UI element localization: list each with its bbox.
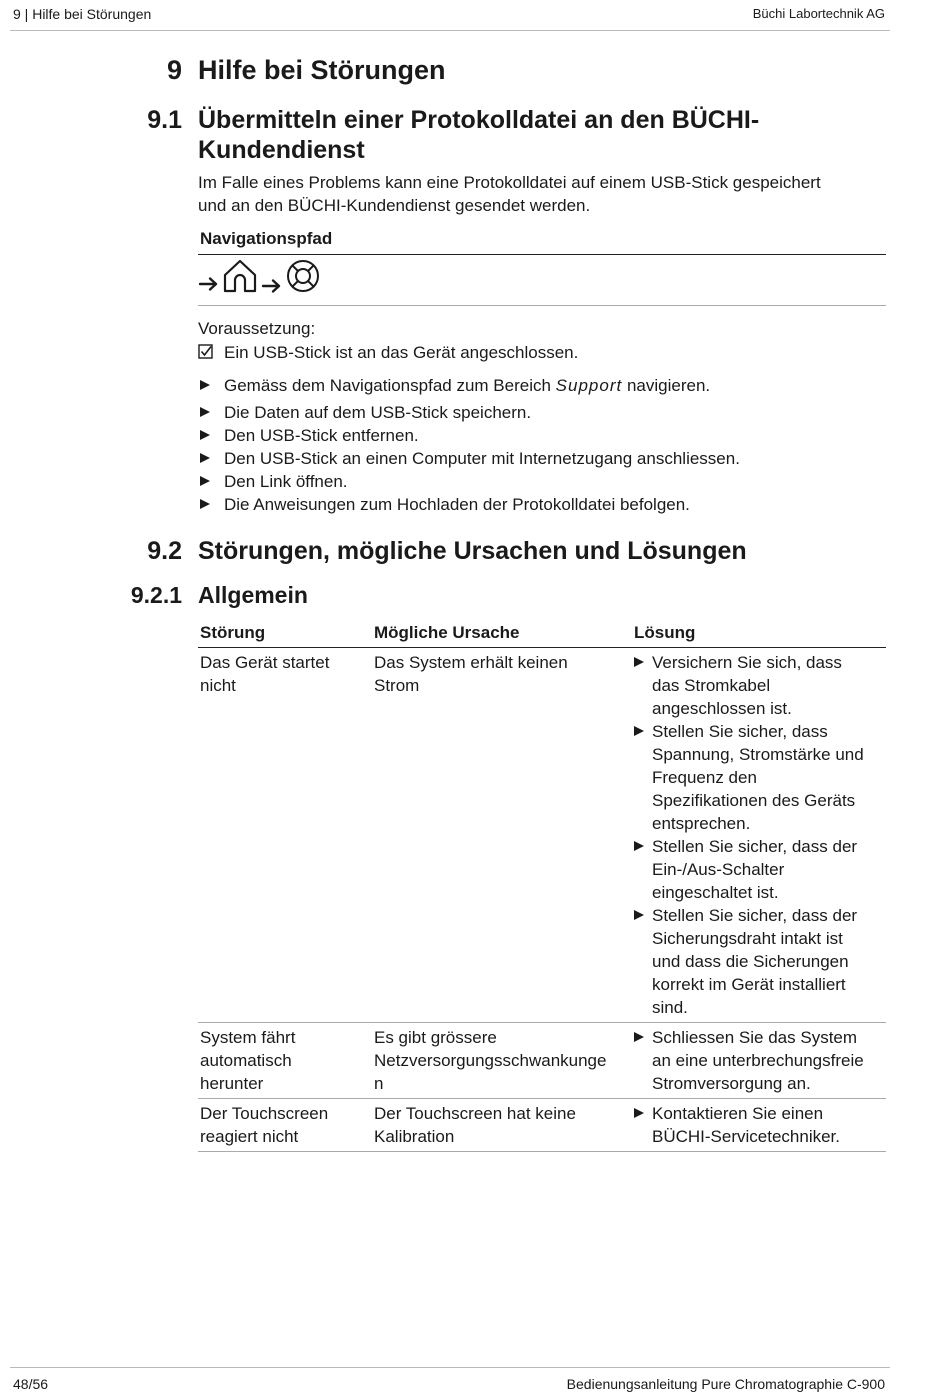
bullet-triangle-icon (634, 657, 644, 667)
prerequisite-text: Ein USB-Stick ist an das Gerät angeschlossen. (224, 343, 579, 362)
cell-line: nicht (200, 676, 236, 695)
section-number: 9.1 (147, 106, 182, 134)
fault-cell (198, 1099, 372, 1152)
page-number: 48/56 (13, 1376, 49, 1392)
cell-line: Frequenz den (652, 768, 757, 787)
troubleshooting-table (198, 619, 886, 1152)
step-text: Die Anweisungen zum Hochladen der Protokolldatei befolgen. (224, 495, 690, 514)
column-header-fault: Störung (198, 619, 372, 648)
solution-item (634, 651, 884, 720)
list-item (198, 424, 740, 447)
bullet-triangle-icon (200, 476, 210, 486)
cell-line: entsprechen. (652, 814, 751, 833)
cell-line: n (374, 1074, 384, 1093)
cell-line: Sicherungsdraht intakt ist (652, 929, 843, 948)
section-number: 9.2 (147, 537, 182, 565)
chapter-title: Hilfe bei Störungen (198, 55, 446, 85)
header-company: Büchi Labortechnik AG (752, 6, 885, 21)
bullet-triangle-icon (634, 726, 644, 736)
cell-line: Spezifikationen des Geräts (652, 791, 856, 810)
bullet-triangle-icon (200, 380, 210, 390)
cell-line: Stellen Sie sicher, dass der (652, 837, 858, 856)
subsection-number: 9.2.1 (130, 582, 182, 608)
arrow-right-icon (198, 276, 220, 292)
solution-item (634, 835, 884, 904)
divider (198, 305, 886, 306)
bullet-triangle-icon (634, 1108, 644, 1118)
solution-cell (632, 1099, 886, 1152)
cell-line: Stellen Sie sicher, dass (652, 722, 828, 741)
cell-line: herunter (200, 1074, 264, 1093)
divider (198, 254, 886, 255)
solution-cell (632, 648, 886, 1023)
page-footer (10, 1367, 890, 1398)
cell-line: System fährt (200, 1028, 296, 1047)
step-text: Gemäss dem Navigationspfad zum Bereich (224, 376, 551, 395)
table-row (198, 1099, 886, 1152)
section-9-1-heading (147, 105, 760, 165)
list-item (198, 447, 740, 470)
ui-term-support: Support (555, 376, 623, 395)
cell-line: Netzversorgungsschwankunge (374, 1051, 607, 1070)
section-title-line1: Übermitteln einer Protokolldatei an den BÜCHI- (198, 106, 760, 134)
column-header-solution: Lösung (632, 619, 886, 648)
fault-cell (198, 648, 372, 1023)
cell-line: Das System erhält keinen (374, 653, 568, 672)
cell-line: sind. (652, 998, 688, 1017)
table-row (198, 648, 886, 1023)
cell-line: BÜCHI-Servicetechniker. (652, 1127, 841, 1146)
cell-line: Strom (374, 676, 420, 695)
bullet-triangle-icon (634, 910, 644, 920)
intro-paragraph (198, 171, 821, 217)
section-title-line2: Kundendienst (198, 136, 365, 164)
step-text: Die Daten auf dem USB-Stick speichern. (224, 403, 532, 422)
step-text: navigieren. (626, 376, 711, 395)
solution-item (634, 1102, 884, 1148)
support-lifebuoy-icon (286, 259, 320, 293)
cell-line: Es gibt grössere (374, 1028, 497, 1047)
cell-line: und dass die Sicherungen (652, 952, 849, 971)
bullet-triangle-icon (634, 841, 644, 851)
cause-cell (372, 1023, 632, 1099)
bullet-triangle-icon (200, 430, 210, 440)
list-item (198, 374, 740, 397)
subsection-title: Allgemein (198, 582, 308, 608)
subsection-9-2-1-heading (130, 580, 308, 610)
cell-line: Das Gerät startet (200, 653, 330, 672)
solution-item (634, 720, 884, 835)
procedure-steps (198, 374, 740, 516)
list-item (198, 401, 740, 424)
arrow-right-icon (261, 278, 283, 294)
step-text: Den Link öffnen. (224, 472, 348, 491)
bullet-triangle-icon (200, 407, 210, 417)
section-9-2-heading (147, 536, 747, 566)
header-chapter: 9 | Hilfe bei Störungen (13, 6, 152, 22)
home-icon (222, 258, 258, 294)
cell-line: Der Touchscreen hat keine (374, 1104, 576, 1123)
checkbox-checked-icon (198, 344, 214, 360)
cell-line: das Stromkabel (652, 676, 771, 695)
cell-line: Kalibration (374, 1127, 455, 1146)
bullet-triangle-icon (200, 499, 210, 509)
chapter-heading (166, 54, 446, 86)
bullet-triangle-icon (200, 453, 210, 463)
intro-line2: und an den BÜCHI-Kundendienst gesendet werden. (198, 196, 591, 215)
cell-line: Spannung, Stromstärke und (652, 745, 864, 764)
list-item (198, 493, 740, 516)
page-header (10, 0, 890, 31)
fault-cell (198, 1023, 372, 1099)
document-title: Bedienungsanleitung Pure Chromatographie C-900 (566, 1376, 885, 1392)
step-text: Den USB-Stick entfernen. (224, 426, 419, 445)
solution-cell (632, 1023, 886, 1099)
column-header-cause: Mögliche Ursache (372, 619, 632, 648)
table-header-row (198, 619, 886, 648)
solution-item (634, 904, 884, 1019)
cell-line: Versichern Sie sich, dass (652, 653, 842, 672)
cause-cell (372, 1099, 632, 1152)
cause-cell (372, 648, 632, 1023)
table-row (198, 1023, 886, 1099)
cell-line: Ein-/Aus-Schalter (652, 860, 785, 879)
cell-line: reagiert nicht (200, 1127, 299, 1146)
section-title: Störungen, mögliche Ursachen und Lösungen (198, 537, 747, 565)
cell-line: Der Touchscreen (200, 1104, 329, 1123)
intro-line1: Im Falle eines Problems kann eine Protokolldatei auf einem USB-Stick gespeichert (198, 173, 821, 192)
bullet-triangle-icon (634, 1032, 644, 1042)
step-text: Den USB-Stick an einen Computer mit Internetzugang anschliessen. (224, 449, 740, 468)
cell-line: Schliessen Sie das System (652, 1028, 858, 1047)
chapter-number: 9 (166, 55, 182, 85)
navigation-path-label: Navigationspfad (200, 229, 333, 248)
cell-line: korrekt im Gerät installiert (652, 975, 846, 994)
cell-line: Stromversorgung an. (652, 1074, 811, 1093)
list-item (198, 470, 740, 493)
cell-line: Stellen Sie sicher, dass der (652, 906, 858, 925)
prerequisite-label: Voraussetzung: (198, 319, 316, 338)
cell-line: eingeschaltet ist. (652, 883, 779, 902)
cell-line: an eine unterbrechungsfreie (652, 1051, 864, 1070)
solution-item (634, 1026, 884, 1095)
cell-line: Kontaktieren Sie einen (652, 1104, 824, 1123)
cell-line: angeschlossen ist. (652, 699, 792, 718)
cell-line: automatisch (200, 1051, 292, 1070)
